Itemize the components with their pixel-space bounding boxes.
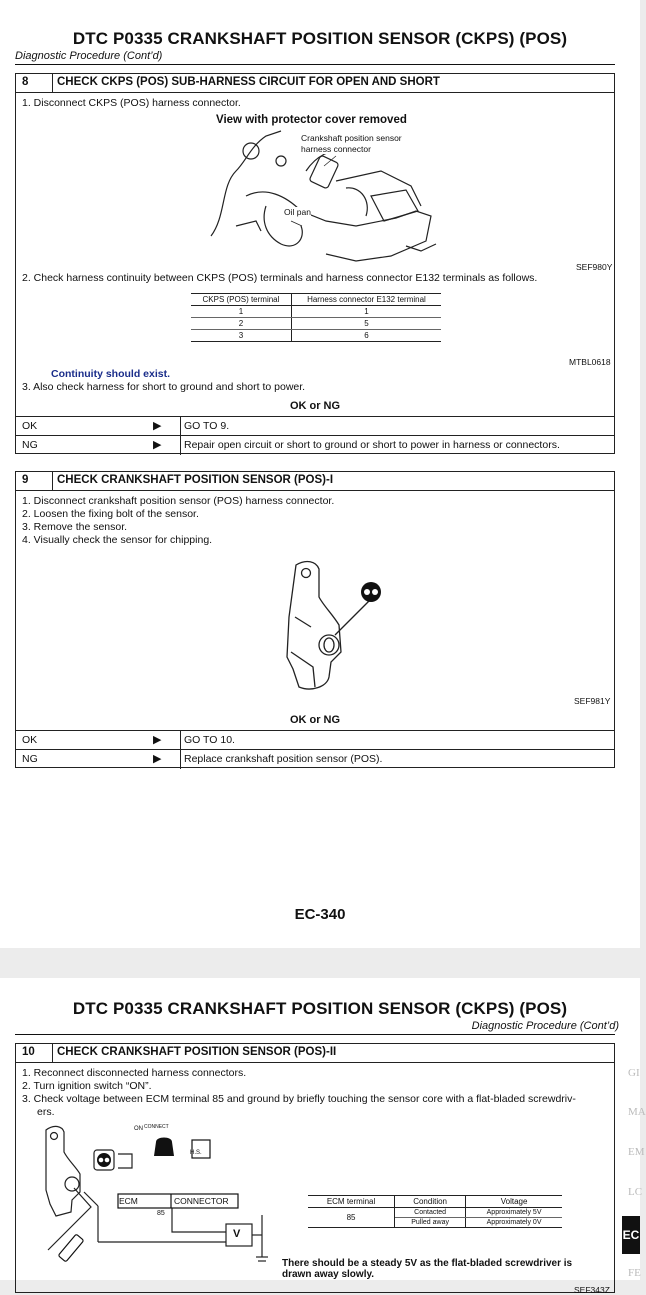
continuity-table: [191, 293, 441, 342]
table-cell: 3: [191, 330, 291, 342]
table-row: [308, 1208, 562, 1218]
table-cell: 1: [191, 306, 291, 318]
figure-label-oilpan: Oil pan: [284, 207, 311, 217]
voltage-note: There should be a steady 5V as the flat-bladed screwdriver is drawn away slowly.: [282, 1258, 573, 1280]
instruction-line: 1. Disconnect CKPS (POS) harness connector.: [22, 97, 241, 109]
table-header: Voltage: [466, 1196, 562, 1208]
ok-or-ng-label: OK or NG: [289, 714, 341, 726]
step-8-header: [16, 74, 614, 93]
figure-caption: View with protector cover removed: [216, 114, 407, 126]
step-number: 10: [22, 1046, 35, 1058]
ok-row: [16, 730, 614, 750]
figure-label-connector: harness connector: [301, 144, 371, 154]
table-cell: Pulled away: [395, 1218, 466, 1228]
voltmeter-label: V: [233, 1228, 241, 1240]
step-9-box: [15, 471, 615, 768]
instruction-line: ers.: [37, 1106, 55, 1118]
step-heading: CHECK CKPS (POS) SUB-HARNESS CIRCUIT FOR OPEN AND SHORT: [57, 76, 440, 88]
instruction-line: 3. Also check harness for short to ground and short to power.: [22, 381, 306, 393]
instruction-line: 2. Loosen the fixing bolt of the sensor.: [22, 508, 199, 520]
figure-code: SEF343Z: [574, 1285, 610, 1295]
arrow-right-icon: ▶: [153, 439, 162, 451]
figure-code: SEF980Y: [576, 262, 613, 272]
side-tab-lc[interactable]: LC: [628, 1186, 643, 1198]
icon-on-label: ON: [134, 1126, 143, 1132]
table-header: Condition: [395, 1196, 466, 1208]
side-tab-ec[interactable]: EC: [622, 1216, 640, 1254]
terminal-label: 85: [157, 1210, 165, 1217]
table-cell: 5: [291, 318, 441, 330]
table-cell: 85: [308, 1208, 395, 1228]
table-cell: Approximately 5V: [466, 1208, 562, 1218]
table-header: Harness connector E132 terminal: [291, 294, 441, 306]
table-code: MTBL0618: [569, 357, 611, 367]
side-tab-fe[interactable]: FE: [628, 1267, 641, 1279]
ng-row: [16, 749, 614, 769]
icon-connect-label: CONNECT: [144, 1124, 169, 1130]
step-heading: CHECK CRANKSHAFT POSITION SENSOR (POS)-I: [57, 474, 334, 486]
ok-result: GO TO 9.: [184, 420, 230, 432]
ok-or-ng-label: OK or NG: [289, 400, 341, 412]
page-subtitle: Diagnostic Procedure (Cont’d): [471, 1020, 619, 1032]
manual-page-next: [0, 978, 646, 1295]
ecm-label: ECM: [119, 1196, 138, 1206]
step-10-header: [16, 1044, 614, 1063]
ng-result: Replace crankshaft position sensor (POS).: [184, 753, 383, 765]
table-cell: Contacted: [395, 1208, 466, 1218]
figure-label-sensor: Crankshaft position sensor: [301, 133, 402, 143]
sensor-illustration: [271, 557, 381, 697]
instruction-line: 2. Turn ignition switch “ON”.: [22, 1080, 152, 1092]
step-8-box: [15, 73, 615, 454]
step-number: 9: [22, 474, 29, 486]
side-tab-gi[interactable]: GI: [628, 1067, 640, 1079]
ok-row: [16, 416, 614, 436]
arrow-right-icon: ▶: [153, 420, 162, 432]
instruction-line: 1. Disconnect crankshaft position sensor (POS) harness connector.: [22, 495, 335, 507]
table-row: [191, 330, 441, 342]
ng-label: NG: [22, 753, 38, 765]
side-tab-ma[interactable]: MA: [628, 1106, 646, 1118]
table-cell: 6: [291, 330, 441, 342]
connector-label: CONNECTOR: [174, 1196, 229, 1206]
arrow-right-icon: ▶: [153, 734, 162, 746]
ng-row: [16, 435, 614, 455]
voltage-table: [308, 1195, 562, 1228]
table-header: ECM terminal: [308, 1196, 395, 1208]
step-10-box: [15, 1043, 615, 1293]
instruction-line: 3. Check voltage between ECM terminal 85 and ground by briefly touching the sensor core with a flat-bladed screwdriv-: [22, 1093, 576, 1105]
instruction-line: 3. Remove the sensor.: [22, 521, 128, 533]
side-tab-em[interactable]: EM: [628, 1146, 645, 1158]
page-number: EC-340: [294, 906, 346, 923]
ok-label: OK: [22, 734, 38, 746]
page-title: DTC P0335 CRANKSHAFT POSITION SENSOR (CKPS) (POS): [72, 999, 568, 1018]
icon-hs-label: H.S.: [190, 1150, 202, 1156]
ng-result: Repair open circuit or short to ground or short to power in harness or connectors.: [184, 439, 560, 451]
table-cell: 1: [291, 306, 441, 318]
page-subtitle: Diagnostic Procedure (Cont’d): [15, 50, 163, 62]
table-cell: 2: [191, 318, 291, 330]
ok-label: OK: [22, 420, 38, 432]
instruction-line: 4. Visually check the sensor for chipping.: [22, 534, 213, 546]
instruction-line: 1. Reconnect disconnected harness connectors.: [22, 1067, 247, 1079]
table-cell: Approximately 0V: [466, 1218, 562, 1228]
table-header: CKPS (POS) terminal: [191, 294, 291, 306]
step-heading: CHECK CRANKSHAFT POSITION SENSOR (POS)-II: [57, 1046, 337, 1058]
ok-result: GO TO 10.: [184, 734, 235, 746]
table-row: [191, 306, 441, 318]
voltage-check-illustration: [36, 1122, 276, 1262]
instruction-line: 2. Check harness continuity between CKPS (POS) terminals and harness connector E132 terminals as follows.: [22, 272, 538, 284]
arrow-right-icon: ▶: [153, 753, 162, 765]
continuity-note: Continuity should exist.: [51, 368, 171, 380]
header-rule: [15, 1034, 615, 1035]
table-row: [191, 318, 441, 330]
page-title: DTC P0335 CRANKSHAFT POSITION SENSOR (CKPS) (POS): [72, 29, 568, 48]
step-number: 8: [22, 76, 29, 88]
figure-code: SEF981Y: [574, 696, 611, 706]
step-9-header: [16, 472, 614, 491]
ng-label: NG: [22, 439, 38, 451]
header-rule: [15, 64, 615, 65]
